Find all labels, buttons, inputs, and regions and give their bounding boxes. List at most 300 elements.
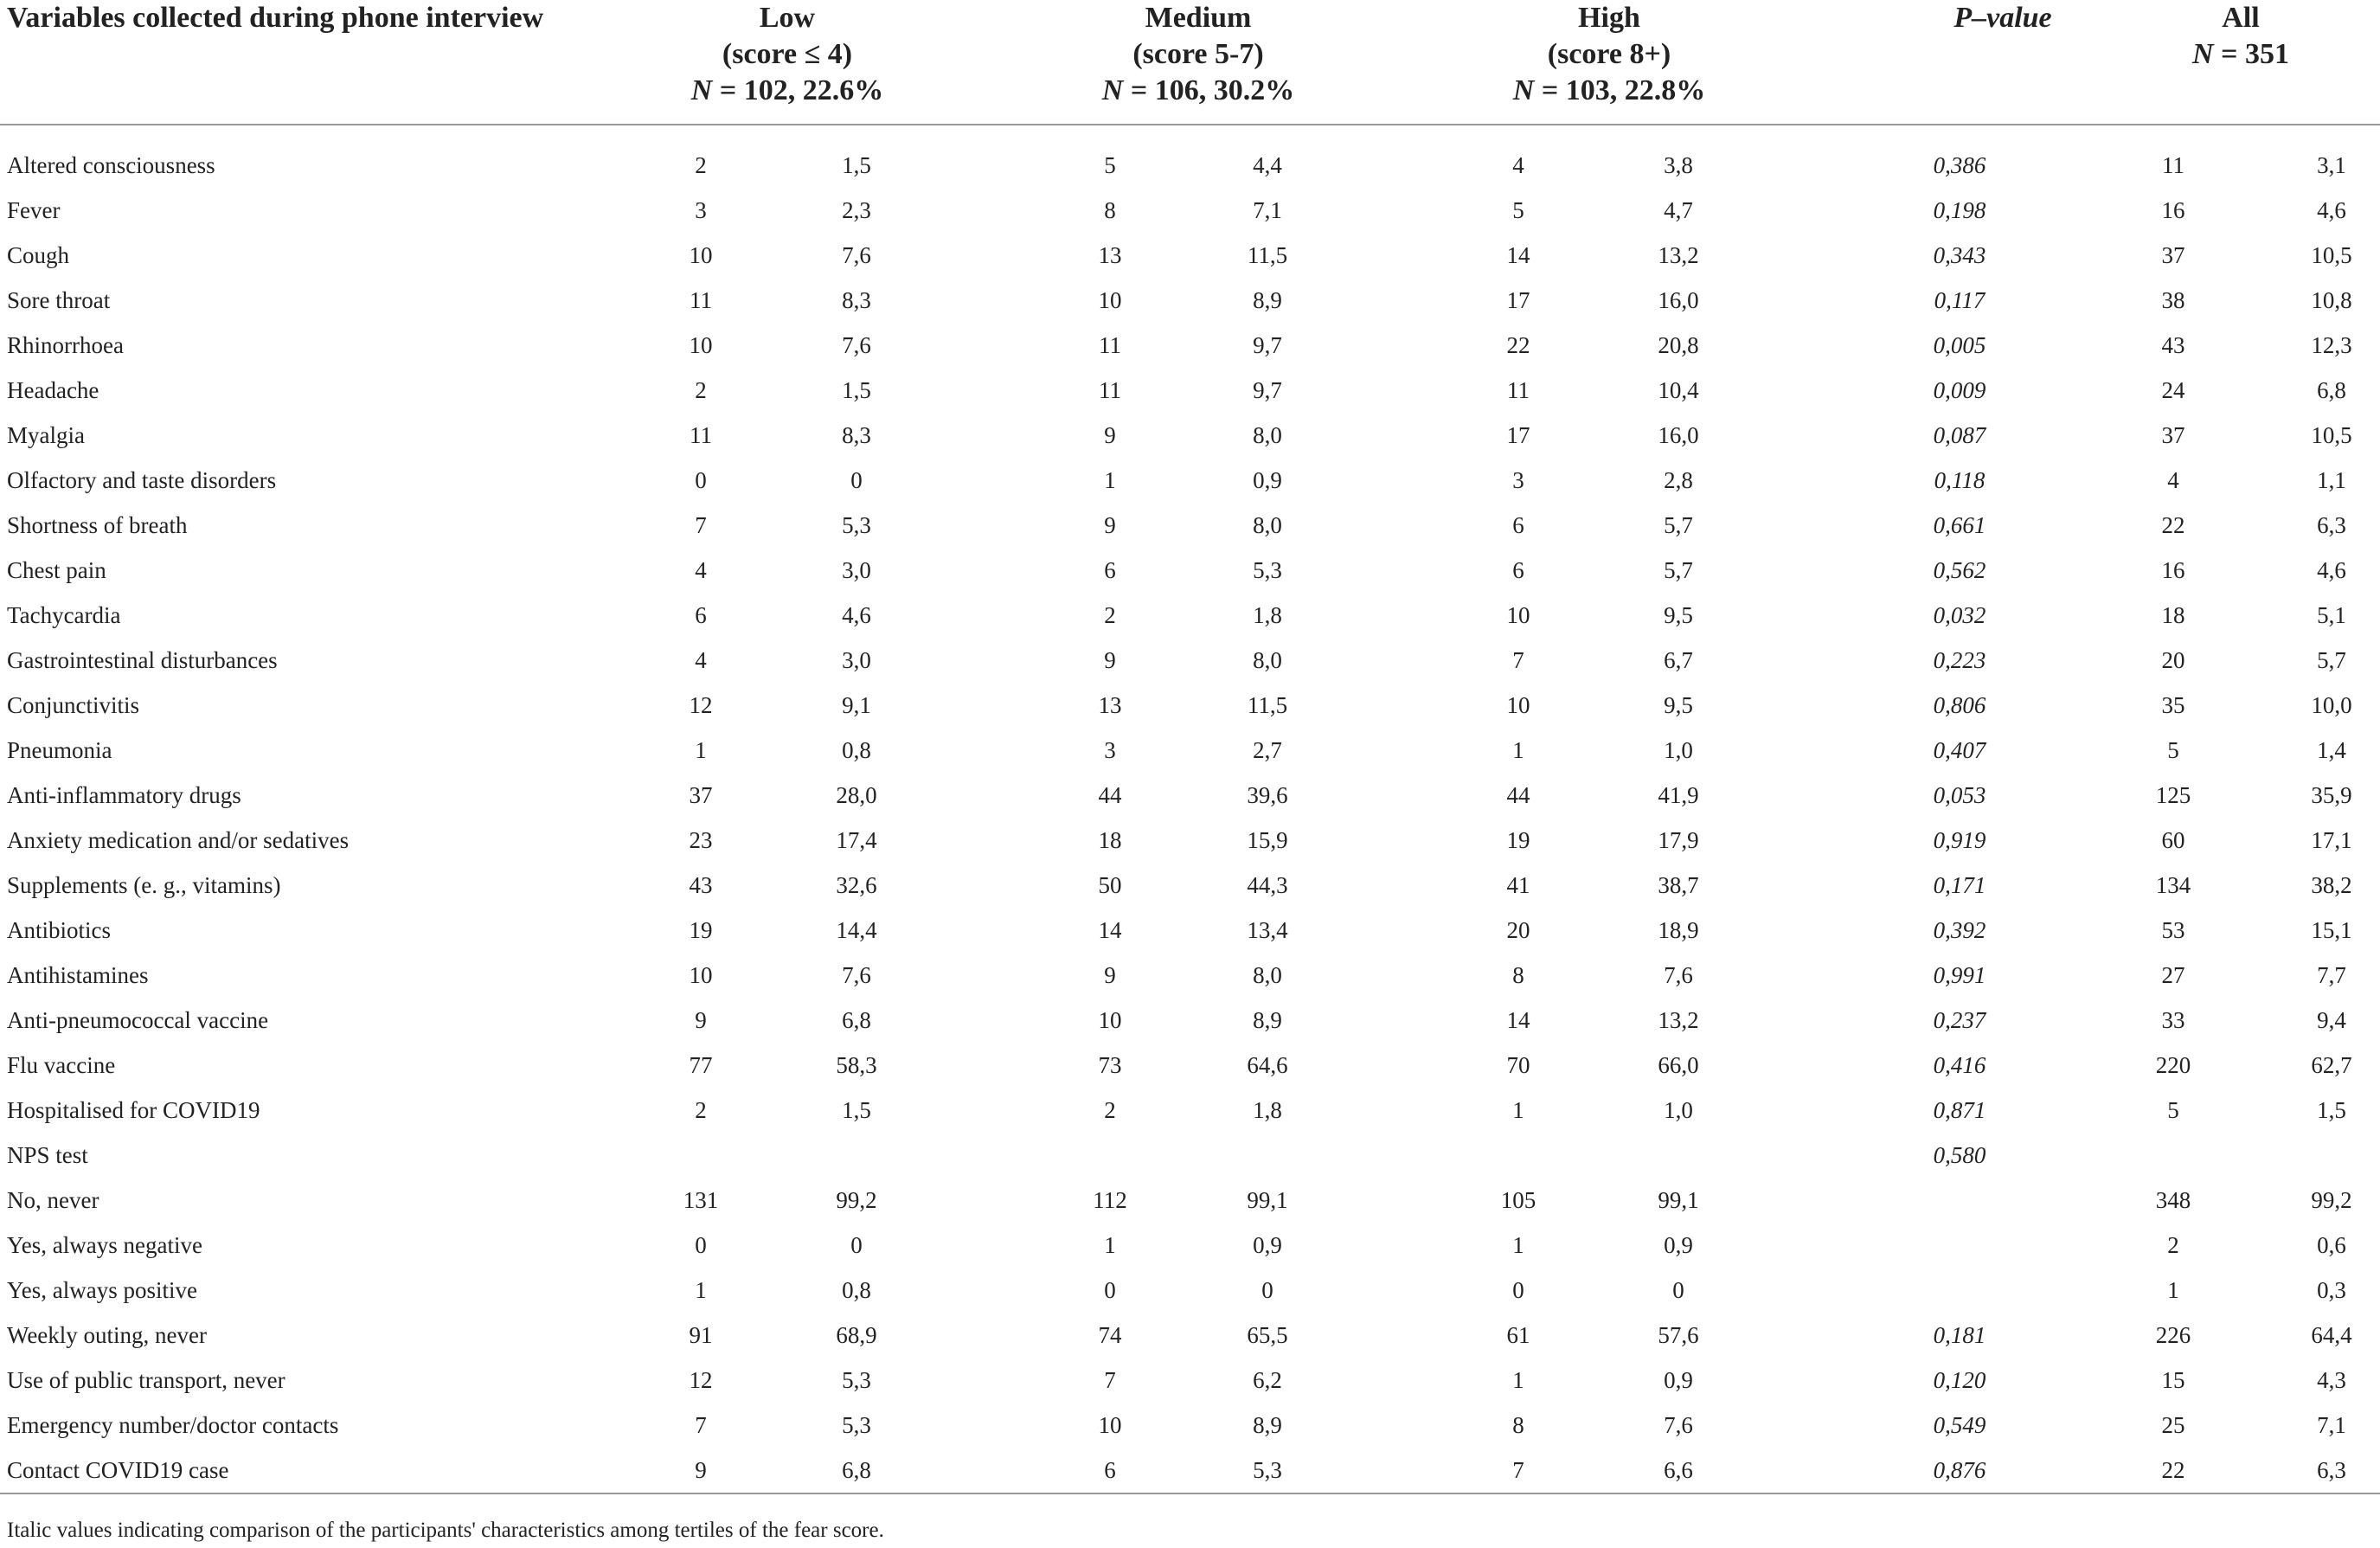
p-value: 0,392 <box>1933 917 1986 943</box>
all-percent: 1,1 <box>2317 467 2346 493</box>
medium-percent: 9,7 <box>1253 377 1282 403</box>
p-value: 0,053 <box>1933 782 1986 808</box>
high-count: 11 <box>1507 377 1530 403</box>
all-percent: 17,1 <box>2311 827 2352 853</box>
medium-percent: 4,4 <box>1253 152 1282 178</box>
high-percent: 2,8 <box>1664 467 1693 493</box>
high-count: 19 <box>1506 827 1530 853</box>
low-percent: 6,8 <box>842 1457 871 1483</box>
table-row <box>0 1133 2380 1178</box>
p-value: 0,237 <box>1933 1007 1986 1033</box>
medium-percent: 39,6 <box>1247 782 1288 808</box>
all-count: 2 <box>2167 1232 2179 1258</box>
low-percent: 32,6 <box>836 872 877 898</box>
row-label: Conjunctivitis <box>7 692 140 718</box>
medium-count: 5 <box>1104 152 1116 178</box>
p-value: 0,118 <box>1934 467 1985 493</box>
all-count: 37 <box>2161 422 2185 448</box>
header-pvalue-label: P–value <box>1953 2 2052 34</box>
all-count: 348 <box>2155 1187 2191 1213</box>
high-count: 70 <box>1506 1052 1530 1078</box>
all-count: 5 <box>2167 737 2179 763</box>
medium-percent: 65,5 <box>1247 1322 1288 1348</box>
low-percent: 99,2 <box>836 1187 877 1213</box>
high-percent: 0,9 <box>1664 1367 1693 1393</box>
medium-count: 74 <box>1098 1322 1122 1348</box>
low-count: 1 <box>695 1277 707 1303</box>
p-value: 0,087 <box>1933 422 1986 448</box>
row-label: Hospitalised for COVID19 <box>7 1097 260 1123</box>
all-percent: 1,5 <box>2317 1097 2346 1123</box>
table-row <box>0 683 2380 728</box>
table-body <box>0 143 2380 1493</box>
high-count: 6 <box>1512 557 1524 583</box>
high-count: 10 <box>1506 692 1530 718</box>
all-count: 226 <box>2155 1322 2191 1348</box>
low-percent: 5,3 <box>842 512 871 538</box>
all-percent: 35,9 <box>2311 782 2352 808</box>
row-label: Supplements (e. g., vitamins) <box>7 872 281 898</box>
header-medium-title: Medium <box>1145 2 1252 34</box>
all-percent: 0,3 <box>2317 1277 2346 1303</box>
all-percent: 6,8 <box>2317 377 2346 403</box>
all-count: 15 <box>2161 1367 2185 1393</box>
medium-count: 14 <box>1098 917 1122 943</box>
row-label: Chest pain <box>7 557 106 583</box>
low-count: 3 <box>695 197 707 223</box>
all-percent: 6,3 <box>2317 512 2346 538</box>
table-row <box>0 233 2380 278</box>
medium-count: 1 <box>1104 1232 1116 1258</box>
all-count: 125 <box>2155 782 2191 808</box>
all-percent: 3,1 <box>2317 152 2346 178</box>
medium-percent: 5,3 <box>1253 1457 1282 1483</box>
medium-percent: 8,9 <box>1253 1007 1282 1033</box>
medium-count: 0 <box>1104 1277 1116 1303</box>
low-count: 9 <box>695 1007 707 1033</box>
low-percent: 2,3 <box>842 197 871 223</box>
high-count: 14 <box>1506 1007 1530 1033</box>
all-percent: 5,1 <box>2317 602 2346 628</box>
low-count: 10 <box>689 962 713 988</box>
row-label: Shortness of breath <box>7 512 188 538</box>
row-label: NPS test <box>7 1142 88 1168</box>
low-percent: 0,8 <box>842 1277 871 1303</box>
all-percent: 12,3 <box>2311 332 2352 358</box>
high-count: 41 <box>1506 872 1530 898</box>
medium-percent: 9,7 <box>1253 332 1282 358</box>
high-percent: 38,7 <box>1658 872 1699 898</box>
header-divider <box>0 124 2380 125</box>
p-value: 0,407 <box>1933 737 1986 763</box>
row-label: Yes, always negative <box>7 1232 202 1258</box>
low-count: 7 <box>695 1412 707 1438</box>
high-count: 22 <box>1506 332 1530 358</box>
p-value: 0,806 <box>1933 692 1986 718</box>
low-percent: 5,3 <box>842 1412 871 1438</box>
high-percent: 20,8 <box>1658 332 1699 358</box>
table-row <box>0 1088 2380 1133</box>
medium-count: 2 <box>1104 1097 1116 1123</box>
header-pvalue <box>1882 0 2124 36</box>
row-label: Anxiety medication and/or sedatives <box>7 827 350 853</box>
high-percent: 41,9 <box>1658 782 1699 808</box>
low-count: 0 <box>695 467 707 493</box>
all-count: 11 <box>2162 152 2184 178</box>
high-count: 61 <box>1506 1322 1530 1348</box>
table-row <box>0 953 2380 998</box>
table-row <box>0 998 2380 1043</box>
p-value: 0,009 <box>1933 377 1986 403</box>
table-row <box>0 818 2380 863</box>
table-row <box>0 1223 2380 1268</box>
all-count: 60 <box>2161 827 2185 853</box>
medium-count: 1 <box>1104 467 1116 493</box>
low-count: 2 <box>695 377 707 403</box>
medium-count: 3 <box>1104 737 1116 763</box>
low-count: 23 <box>689 827 713 853</box>
table-row <box>0 1313 2380 1358</box>
medium-percent: 8,9 <box>1253 287 1282 313</box>
high-count: 105 <box>1500 1187 1536 1213</box>
row-label: Olfactory and taste disorders <box>7 467 277 493</box>
row-label: Headache <box>7 377 99 403</box>
medium-percent: 13,4 <box>1247 917 1288 943</box>
all-count: 37 <box>2161 242 2185 268</box>
row-label: Myalgia <box>7 422 85 448</box>
all-count: 134 <box>2155 872 2191 898</box>
medium-count: 6 <box>1104 1457 1116 1483</box>
medium-percent: 1,8 <box>1253 1097 1282 1123</box>
high-count: 6 <box>1512 512 1524 538</box>
low-percent: 3,0 <box>842 647 871 673</box>
medium-percent: 2,7 <box>1253 737 1282 763</box>
header-all-title: All <box>2222 2 2260 34</box>
low-count: 19 <box>689 917 713 943</box>
table-row <box>0 773 2380 818</box>
row-label: Cough <box>7 242 70 268</box>
high-percent: 17,9 <box>1658 827 1699 853</box>
low-count: 43 <box>689 872 713 898</box>
all-percent: 10,0 <box>2311 692 2352 718</box>
all-count: 20 <box>2161 647 2185 673</box>
table-row <box>0 323 2380 368</box>
low-count: 12 <box>689 1367 713 1393</box>
table-row <box>0 143 2380 188</box>
low-count: 9 <box>695 1457 707 1483</box>
all-count: 35 <box>2161 692 2185 718</box>
p-value: 0,171 <box>1933 872 1986 898</box>
row-label: Fever <box>7 197 61 223</box>
medium-count: 10 <box>1098 1007 1122 1033</box>
high-percent: 6,6 <box>1664 1457 1693 1483</box>
medium-percent: 11,5 <box>1247 242 1288 268</box>
row-label: Rhinorrhoea <box>7 332 124 358</box>
row-label: Flu vaccine <box>7 1052 116 1078</box>
high-count: 14 <box>1506 242 1530 268</box>
header-low <box>640 0 934 109</box>
high-count: 1 <box>1512 1367 1524 1393</box>
low-percent: 17,4 <box>836 827 877 853</box>
high-count: 1 <box>1512 1097 1524 1123</box>
low-count: 4 <box>695 647 707 673</box>
table-row <box>0 863 2380 908</box>
high-percent: 18,9 <box>1658 917 1699 943</box>
high-count: 44 <box>1506 782 1530 808</box>
low-count: 11 <box>690 287 712 313</box>
low-count: 1 <box>695 737 707 763</box>
table-row <box>0 413 2380 458</box>
all-count: 25 <box>2161 1412 2185 1438</box>
medium-count: 13 <box>1098 242 1122 268</box>
medium-percent: 99,1 <box>1247 1187 1288 1213</box>
medium-count: 2 <box>1104 602 1116 628</box>
medium-count: 7 <box>1104 1367 1116 1393</box>
low-percent: 28,0 <box>836 782 877 808</box>
low-count: 131 <box>683 1187 719 1213</box>
p-value: 0,198 <box>1933 197 1986 223</box>
low-count: 4 <box>695 557 707 583</box>
row-label: Antihistamines <box>7 962 149 988</box>
medium-percent: 0 <box>1261 1277 1273 1303</box>
row-label: No, never <box>7 1187 99 1213</box>
medium-count: 9 <box>1104 962 1116 988</box>
medium-percent: 8,0 <box>1253 422 1282 448</box>
all-percent: 6,3 <box>2317 1457 2346 1483</box>
p-value: 0,871 <box>1933 1097 1986 1123</box>
p-value: 0,991 <box>1933 962 1986 988</box>
header-high-subtitle: (score 8+) <box>1547 38 1671 70</box>
table-row <box>0 1268 2380 1313</box>
low-percent: 1,5 <box>842 1097 871 1123</box>
table-footnote: Italic values indicating comparison of the participants' characteristics among tertiles of the fear score. <box>7 1519 884 1542</box>
all-percent: 5,7 <box>2317 647 2346 673</box>
p-value: 0,005 <box>1933 332 1986 358</box>
low-count: 37 <box>689 782 713 808</box>
all-count: 16 <box>2161 197 2185 223</box>
low-count: 7 <box>695 512 707 538</box>
all-percent: 15,1 <box>2311 917 2352 943</box>
high-percent: 13,2 <box>1658 242 1699 268</box>
row-label: Contact COVID19 case <box>7 1457 229 1483</box>
low-percent: 58,3 <box>836 1052 877 1078</box>
table-row <box>0 368 2380 413</box>
table-row <box>0 458 2380 503</box>
high-percent: 9,5 <box>1664 692 1693 718</box>
header-medium-n: N = 106, 30.2% <box>1101 74 1295 106</box>
table-row <box>0 503 2380 548</box>
all-count: 27 <box>2161 962 2185 988</box>
low-percent: 6,8 <box>842 1007 871 1033</box>
row-label: Use of public transport, never <box>7 1367 285 1393</box>
high-count: 0 <box>1512 1277 1524 1303</box>
high-count: 8 <box>1512 1412 1524 1438</box>
p-value: 0,117 <box>1934 287 1985 313</box>
low-percent: 68,9 <box>836 1322 877 1348</box>
header-high <box>1453 0 1765 109</box>
high-percent: 10,4 <box>1658 377 1699 403</box>
low-count: 2 <box>695 152 707 178</box>
high-count: 4 <box>1512 152 1524 178</box>
all-percent: 10,8 <box>2311 287 2352 313</box>
medium-percent: 44,3 <box>1247 872 1288 898</box>
high-count: 7 <box>1512 1457 1524 1483</box>
header-high-title: High <box>1578 2 1640 34</box>
high-percent: 7,6 <box>1664 1412 1693 1438</box>
medium-count: 10 <box>1098 287 1122 313</box>
high-percent: 99,1 <box>1658 1187 1699 1213</box>
row-label: Sore throat <box>7 287 111 313</box>
all-percent: 4,6 <box>2317 197 2346 223</box>
table-row <box>0 548 2380 593</box>
medium-percent: 1,8 <box>1253 602 1282 628</box>
low-count: 10 <box>689 242 713 268</box>
medium-percent: 5,3 <box>1253 557 1282 583</box>
high-count: 7 <box>1512 647 1524 673</box>
low-count: 0 <box>695 1232 707 1258</box>
all-count: 33 <box>2161 1007 2185 1033</box>
low-count: 10 <box>689 332 713 358</box>
high-percent: 9,5 <box>1664 602 1693 628</box>
p-value: 0,181 <box>1933 1322 1986 1348</box>
header-low-subtitle: (score ≤ 4) <box>722 38 853 70</box>
table-row <box>0 593 2380 638</box>
low-percent: 1,5 <box>842 152 871 178</box>
table-row <box>0 1358 2380 1403</box>
table-row <box>0 728 2380 773</box>
all-percent: 99,2 <box>2311 1187 2352 1213</box>
all-count: 38 <box>2161 287 2185 313</box>
all-percent: 4,6 <box>2317 557 2346 583</box>
header-all <box>2111 0 2370 73</box>
all-count: 53 <box>2161 917 2185 943</box>
medium-percent: 8,0 <box>1253 647 1282 673</box>
high-percent: 16,0 <box>1658 287 1699 313</box>
all-count: 220 <box>2155 1052 2191 1078</box>
high-percent: 6,7 <box>1664 647 1693 673</box>
table-row <box>0 908 2380 953</box>
medium-count: 8 <box>1104 197 1116 223</box>
high-percent: 5,7 <box>1664 557 1693 583</box>
row-label: Emergency number/doctor contacts <box>7 1412 339 1438</box>
p-value: 0,343 <box>1933 242 1986 268</box>
p-value: 0,386 <box>1933 152 1986 178</box>
high-percent: 0,9 <box>1664 1232 1693 1258</box>
medium-count: 9 <box>1104 422 1116 448</box>
all-percent: 7,7 <box>2317 962 2346 988</box>
high-count: 17 <box>1506 287 1530 313</box>
all-count: 24 <box>2161 377 2185 403</box>
medium-count: 73 <box>1098 1052 1122 1078</box>
p-value: 0,562 <box>1933 557 1986 583</box>
low-count: 11 <box>690 422 712 448</box>
all-count: 43 <box>2161 332 2185 358</box>
medium-count: 44 <box>1098 782 1122 808</box>
medium-percent: 11,5 <box>1247 692 1288 718</box>
medium-count: 13 <box>1098 692 1122 718</box>
all-percent: 4,3 <box>2317 1367 2346 1393</box>
all-percent: 38,2 <box>2311 872 2352 898</box>
all-count: 22 <box>2161 512 2185 538</box>
low-count: 12 <box>689 692 713 718</box>
medium-count: 18 <box>1098 827 1122 853</box>
p-value: 0,661 <box>1933 512 1986 538</box>
medium-count: 10 <box>1098 1412 1122 1438</box>
table-row <box>0 1043 2380 1088</box>
p-value: 0,549 <box>1933 1412 1986 1438</box>
table-row <box>0 188 2380 233</box>
all-percent: 64,4 <box>2311 1322 2352 1348</box>
high-percent: 0 <box>1672 1277 1684 1303</box>
high-percent: 7,6 <box>1664 962 1693 988</box>
medium-count: 11 <box>1099 377 1121 403</box>
medium-count: 11 <box>1099 332 1121 358</box>
header-low-title: Low <box>759 2 816 34</box>
p-value: 0,580 <box>1933 1142 1986 1168</box>
high-count: 5 <box>1512 197 1524 223</box>
low-percent: 8,3 <box>842 287 871 313</box>
high-percent: 66,0 <box>1658 1052 1699 1078</box>
medium-percent: 0,9 <box>1253 467 1282 493</box>
header-medium <box>1042 0 1354 109</box>
header-all-n: N = 351 <box>2192 38 2289 70</box>
low-percent: 3,0 <box>842 557 871 583</box>
header-variables-label: Variables collected during phone interview <box>7 2 544 34</box>
row-label: Weekly outing, never <box>7 1322 208 1348</box>
high-percent: 1,0 <box>1664 737 1693 763</box>
p-value: 0,223 <box>1933 647 1986 673</box>
medium-percent: 0,9 <box>1253 1232 1282 1258</box>
table-row <box>0 1403 2380 1448</box>
high-count: 1 <box>1512 1232 1524 1258</box>
high-percent: 16,0 <box>1658 422 1699 448</box>
high-percent: 57,6 <box>1658 1322 1699 1348</box>
all-percent: 10,5 <box>2311 422 2352 448</box>
low-count: 2 <box>695 1097 707 1123</box>
header-medium-subtitle: (score 5-7) <box>1132 38 1264 70</box>
high-percent: 5,7 <box>1664 512 1693 538</box>
low-percent: 9,1 <box>842 692 871 718</box>
medium-percent: 8,0 <box>1253 962 1282 988</box>
low-percent: 5,3 <box>842 1367 871 1393</box>
medium-count: 9 <box>1104 647 1116 673</box>
row-label: Antibiotics <box>7 917 111 943</box>
medium-percent: 7,1 <box>1253 197 1282 223</box>
high-count: 3 <box>1512 467 1524 493</box>
all-percent: 0,6 <box>2317 1232 2346 1258</box>
low-percent: 0 <box>850 1232 863 1258</box>
high-percent: 13,2 <box>1658 1007 1699 1033</box>
p-value: 0,120 <box>1933 1367 1986 1393</box>
all-percent: 9,4 <box>2317 1007 2346 1033</box>
medium-percent: 8,0 <box>1253 512 1282 538</box>
row-label: Anti-pneumococcal vaccine <box>7 1007 269 1033</box>
all-percent: 1,4 <box>2317 737 2346 763</box>
high-percent: 3,8 <box>1664 152 1693 178</box>
table-row <box>0 278 2380 323</box>
low-percent: 1,5 <box>842 377 871 403</box>
high-count: 10 <box>1506 602 1530 628</box>
table-row <box>0 638 2380 683</box>
low-percent: 4,6 <box>842 602 871 628</box>
table-row <box>0 1178 2380 1223</box>
all-percent: 10,5 <box>2311 242 2352 268</box>
p-value: 0,032 <box>1933 602 1986 628</box>
p-value: 0,876 <box>1933 1457 1986 1483</box>
low-percent: 8,3 <box>842 422 871 448</box>
medium-percent: 6,2 <box>1253 1367 1282 1393</box>
all-percent: 62,7 <box>2311 1052 2352 1078</box>
